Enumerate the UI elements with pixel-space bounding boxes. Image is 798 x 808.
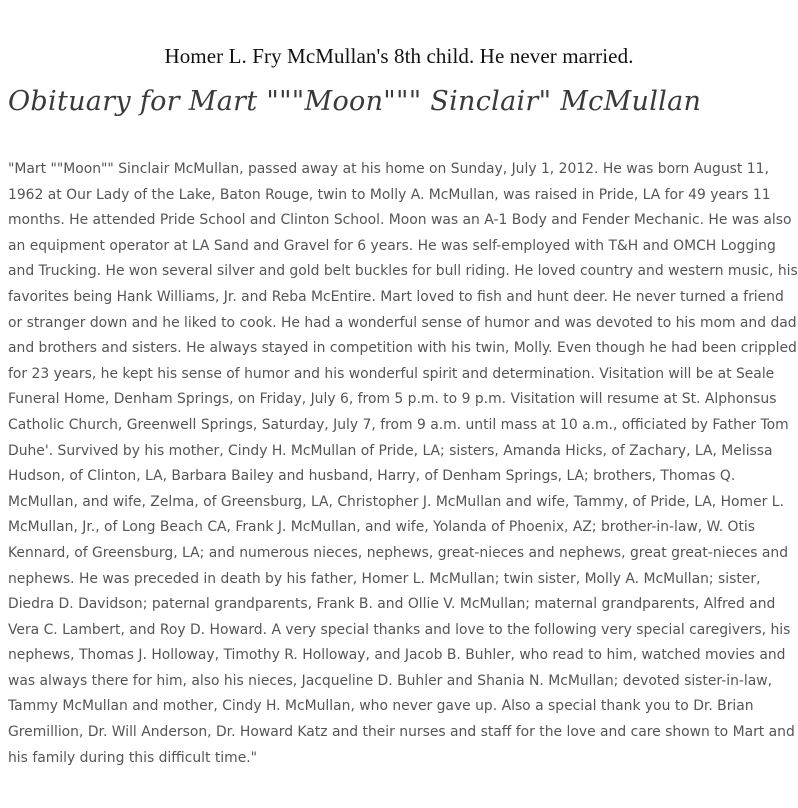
obituary-title: Obituary for Mart """Moon""" Sinclair" McMullan xyxy=(8,86,702,117)
obituary-body: "Mart ""Moon"" Sinclair McMullan, passed away at his home on Sunday, July 1, 2012. He was born August 11, 1962 at Our Lady of the Lake, Baton Rouge, twin to Molly A. McMullan, was raised in Pride, LA for 49 years 11 months. He attended Pride School and Clinton School. Moon was an A-1 Body and Fender Mechanic. He was also an equipment operator at LA Sand and Gravel for 6 years. He was self-employed with T&H and OMCH Logging and Trucking. He won several silver and gold belt buckles for bull riding. He loved country and western music, his favorites being Hank Williams, Jr. and Reba McEntire. Mart loved to fish and hunt deer. He never turned a friend or stranger down and he liked to cook. He had a wonderful sense of humor and was devoted to his mom and dad and brothers and sisters. He always stayed in competition with his twin, Molly. Even though he had been crippled for 23 years, he kept his sense of humor and his wonderful spirit and determination. Visitation will be at Seale Funeral Home, Denham Springs, on Friday, July 6, from 5 p.m. to 9 p.m. Visitation will resume at St. Alphonsus Catholic Church, Greenwell Springs, Saturday, July 7, from 9 a.m. until mass at 10 a.m., officiated by Father Tom Duhe'. Survived by his mother, Cindy H. McMullan of Pride, LA; sisters, Amanda Hicks, of Zachary, LA, Melissa Hudson, of Clinton, LA, Barbara Bailey and husband, Harry, of Denham Springs, LA; brothers, Thomas Q. McMullan, and wife, Zelma, of Greensburg, LA, Christopher J. McMullan and wife, Tammy, of Pride, LA, Homer L. McMullan, Jr., of Long Beach CA, Frank J. McMullan, and wife, Yolanda of Phoenix, AZ; brother-in-law, W. Otis Kennard, of Greensburg, LA; and numerous nieces, nephews, great-nieces and nephews, great great-nieces and nephews. He was preceded in death by his father, Homer L. McMullan; twin sister, Molly A. McMullan; sister, Diedra D. Davidson; paternal grandparents, Frank B. and Ollie V. McMullan; maternal grandparents, Alfred and Vera C. Lambert, and Roy D. Howard. A very special thanks and love to the following very special caregivers, his nephews, Thomas J. Holloway, Timothy R. Holloway, and Jacob B. Buhler, who read to him, watched movies and was always there for him, also his nieces, Jacqueline D. Buhler and Shania N. McMullan; devoted sister-in-law, Tammy McMullan and mother, Cindy H. McMullan, who never gave up. Also a special thank you to Dr. Brian Gremillion, Dr. Will Anderson, Dr. Howard Katz and their nurses and staff for the love and care shown to Mart and his family during this difficult time." xyxy=(8,161,798,766)
header-note: Homer L. Fry McMullan's 8th child. He never married. xyxy=(164,44,634,68)
